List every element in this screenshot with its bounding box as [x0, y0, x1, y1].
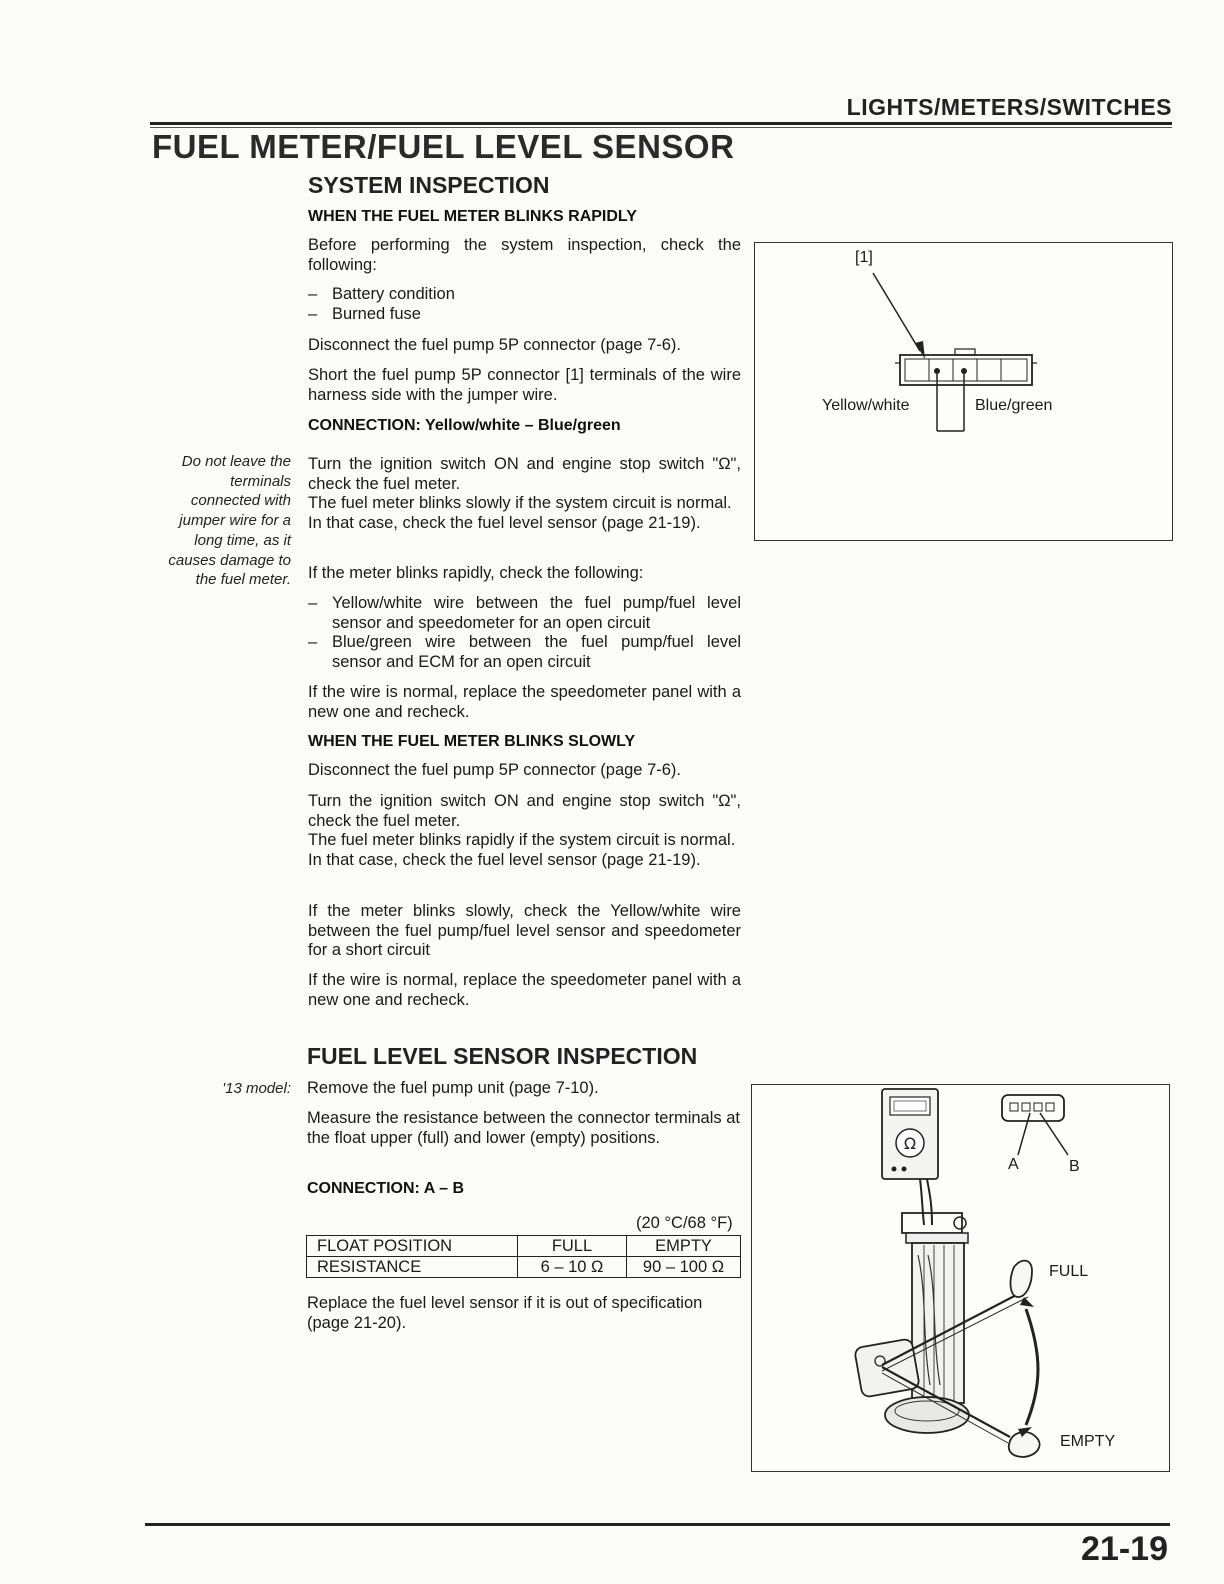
table-row — [307, 1257, 741, 1278]
remove-pump-text: Remove the fuel pump unit (page 7-10). — [307, 1079, 599, 1097]
sensor-figure — [751, 1084, 1170, 1472]
list-item: – Burned fuse — [308, 305, 741, 325]
list-item: – Battery condition — [308, 285, 741, 305]
blink-slow-normal-text: The fuel meter blinks slowly if the system circuit is normal. — [308, 494, 732, 512]
terminal-a-label: A — [1008, 1156, 1019, 1173]
slow-blink-heading: WHEN THE FUEL METER BLINKS SLOWLY — [308, 733, 636, 750]
table-header-cell: FLOAT POSITION — [307, 1236, 518, 1257]
slow-ignition-text: Turn the ignition switch ON and engine stop switch "Ω", check the fuel meter. — [308, 792, 741, 830]
blinks-rapidly-text: If the meter blinks rapidly, check the following: — [308, 564, 644, 582]
table-row — [307, 1236, 741, 1257]
page-title: FUEL METER/FUEL LEVEL SENSOR — [152, 128, 735, 165]
replace-sensor-text: Replace the fuel level sensor if it is out of specification (page 21-20). — [307, 1294, 703, 1332]
connection-ab: CONNECTION: A – B — [307, 1180, 465, 1197]
side-note-caution — [150, 452, 291, 590]
section-header: LIGHTS/METERS/SWITCHES — [846, 94, 1172, 120]
side-note-line: jumper wire for a — [179, 512, 291, 530]
ignition-text: Turn the ignition switch ON and engine stop switch "Ω", check the fuel meter. — [308, 455, 741, 493]
sensor-inspection-heading: FUEL LEVEL SENSOR INSPECTION — [307, 1043, 698, 1069]
connector-diagram — [755, 243, 1172, 540]
slow-check-block — [308, 792, 741, 870]
table-cell: 6 – 10 Ω — [518, 1257, 627, 1278]
page-number: 21-19 — [1081, 1530, 1168, 1568]
terminal-b-label: B — [1069, 1158, 1080, 1175]
temperature-note: (20 °C/68 °F) — [636, 1214, 733, 1232]
side-note-line: causes damage to — [168, 551, 291, 569]
system-inspection-heading: SYSTEM INSPECTION — [308, 172, 550, 198]
sensor-check-text: In that case, check the fuel level sensor (page 21-19). — [308, 513, 701, 532]
table-header-cell: EMPTY — [627, 1236, 741, 1257]
rapid-check-block — [308, 455, 741, 533]
blue-green-label: Blue/green — [975, 397, 1053, 414]
short-circuit-text: If the meter blinks slowly, check the Yellow/white wire between the fuel pump/fuel level sensor and speedometer for a short circuit — [308, 902, 741, 959]
side-note-line: Do not leave the — [181, 453, 291, 470]
disconnect-text: Disconnect the fuel pump 5P connector (page 7-6). — [308, 336, 681, 354]
full-label: FULL — [1049, 1263, 1089, 1280]
side-note-line: terminals — [230, 472, 291, 490]
slow-disconnect-text: Disconnect the fuel pump 5P connector (page 7-6). — [308, 761, 681, 779]
wire-check-list — [308, 594, 741, 672]
resistance-spec-table — [306, 1235, 741, 1278]
list-item: – Blue/green wire between the fuel pump/fuel level sensor and ECM for an open circuit — [308, 633, 741, 672]
table-cell: RESISTANCE — [307, 1257, 518, 1278]
blink-rapid-normal-text: The fuel meter blinks rapidly if the system circuit is normal. — [308, 831, 736, 849]
connection-rapid: CONNECTION: Yellow/white – Blue/green — [308, 417, 621, 434]
short-connector-text: Short the fuel pump 5P connector [1] terminals of the wire harness side with the jumper wire. — [308, 366, 741, 404]
measure-resistance-text: Measure the resistance between the connector terminals at the float upper (full) and lower (empty) positions. — [307, 1109, 740, 1147]
fuel-pump-multimeter-diagram — [752, 1085, 1169, 1471]
side-note-line: connected with — [190, 492, 291, 510]
table-header-cell: FULL — [518, 1236, 627, 1257]
list-item: – Yellow/white wire between the fuel pump/fuel level sensor and speedometer for an open circuit — [308, 594, 741, 633]
connector-figure — [754, 242, 1173, 541]
slow-sensor-check-text: In that case, check the fuel level sensor (page 21-19). — [308, 850, 701, 869]
side-note-line: the fuel meter. — [195, 571, 291, 589]
replace-speedometer-text: If the wire is normal, replace the speedometer panel with a new one and recheck. — [308, 683, 741, 721]
svg-text:Ω: Ω — [903, 1134, 917, 1153]
side-note-line: long time, as it — [194, 531, 291, 549]
empty-label: EMPTY — [1060, 1433, 1116, 1450]
rapid-intro-text: Before performing the system inspection, check the following: — [308, 236, 741, 274]
yellow-white-label: Yellow/white — [822, 397, 910, 414]
connector-ref-label: [1] — [855, 249, 873, 266]
model-note: '13 model: — [222, 1080, 291, 1097]
bottom-rule — [145, 1523, 1170, 1526]
rapid-blink-heading: WHEN THE FUEL METER BLINKS RAPIDLY — [308, 208, 637, 225]
table-cell: 90 – 100 Ω — [627, 1257, 741, 1278]
precheck-list — [308, 285, 741, 324]
top-rule — [150, 122, 1172, 125]
slow-replace-text: If the wire is normal, replace the speedometer panel with a new one and recheck. — [308, 971, 741, 1009]
